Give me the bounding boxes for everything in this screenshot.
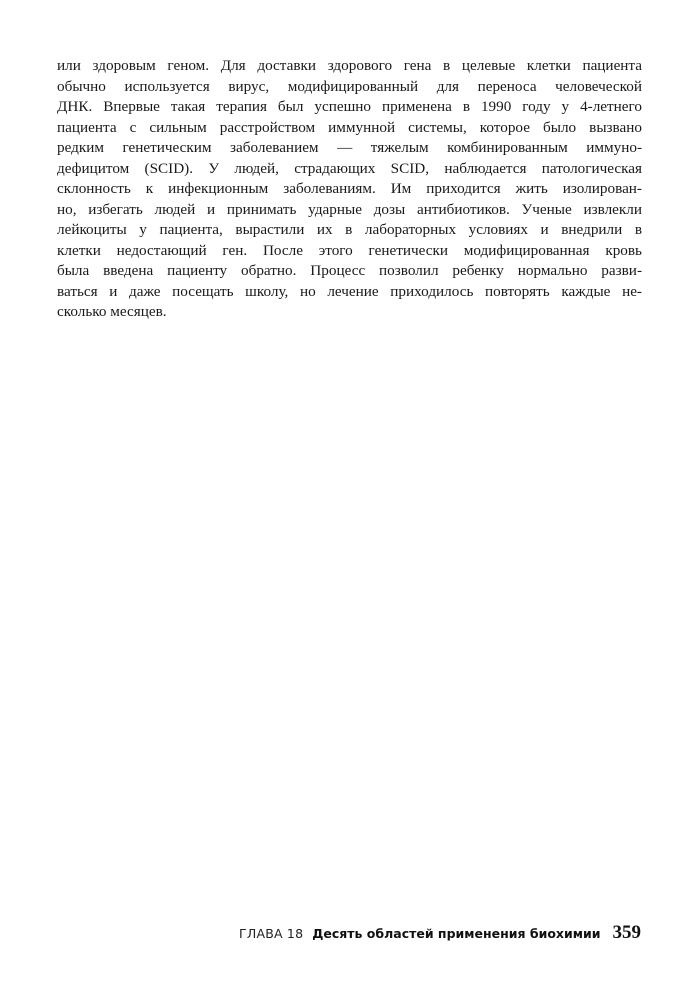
text-line: дефицитом (SCID). У людей, страдающих SCID, наблюдается патологическая	[57, 159, 642, 177]
text-line: пациента с сильным расстройством иммунной системы, которое было вызвано	[57, 118, 642, 136]
text-line: но, избегать людей и принимать ударные дозы антибиотиков. Ученые извлекли	[57, 200, 642, 218]
text-line: клетки недостающий ген. После этого генетически модифицированная кровь	[57, 241, 642, 259]
text-line: лейкоциты у пациента, вырастили их в лабораторных условиях и внедрили в	[57, 221, 642, 238]
text-line: ДНК. Впервые такая терапия был успешно применена в 1990 году у 4-летнего	[57, 98, 642, 115]
text-line: или здоровым геном. Для доставки здорового гена в целевые клетки пациента	[57, 57, 642, 74]
text-line: ваться и даже посещать школу, но лечение приходилось повторять каждые не-	[57, 282, 642, 300]
body-paragraph	[57, 56, 642, 323]
running-title: Десять областей применения биохимии	[312, 926, 601, 941]
page-number: 359	[612, 922, 641, 943]
text-line: была введена пациенту обратно. Процесс позволил ребенку нормально разви-	[57, 262, 642, 279]
text-line: обычно используется вирус, модифицированный для переноса человеческой	[57, 77, 642, 95]
text-line: сколько месяцев.	[57, 303, 167, 320]
chapter-label: ГЛАВА 18	[239, 926, 304, 941]
text-line: склонность к инфекционным заболеваниям. Им приходится жить изолирован-	[57, 180, 642, 197]
text-line: редким генетическим заболеванием — тяжелым комбинированным иммуно-	[57, 139, 642, 156]
page-footer	[239, 922, 641, 948]
